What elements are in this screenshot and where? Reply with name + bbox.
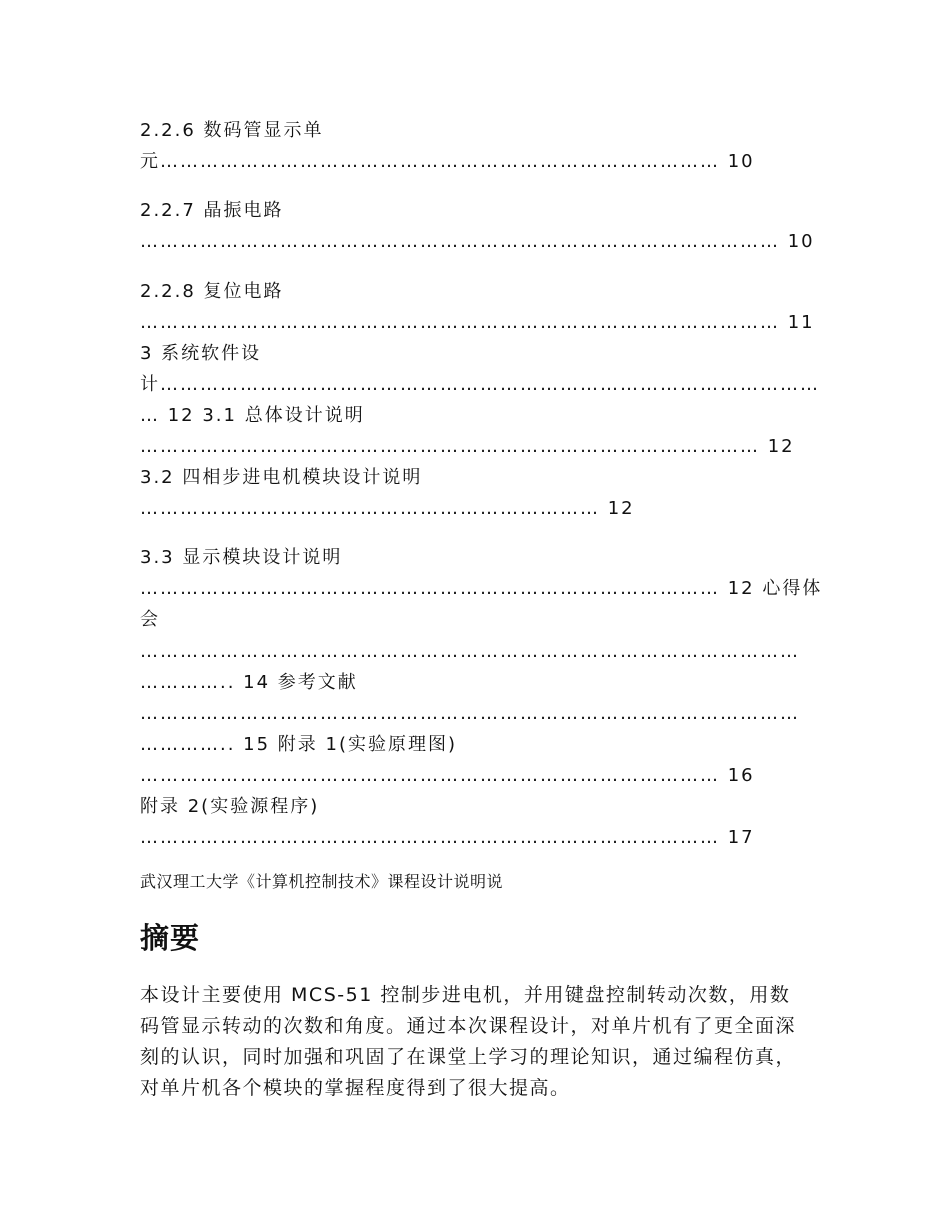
abstract-title: 摘要 xyxy=(140,921,201,955)
toc-line: 3.2 四相步进电机模块设计说明 xyxy=(140,467,423,488)
toc-line: 2.2.7 晶振电路 xyxy=(140,200,284,221)
toc-line: ………….. 15 附录 1(实验原理图) xyxy=(140,734,458,755)
toc-line: …………………………………………………………………………… 12 心得体 xyxy=(140,578,823,599)
abstract-line: 刻的认识，同时加强和巩固了在课堂上学习的理论知识，通过编程仿真， xyxy=(140,1046,797,1068)
toc-line: 3 系统软件设 xyxy=(140,343,262,364)
toc-line: 会 xyxy=(140,609,160,630)
toc-line: …………………………………………………………… 12 xyxy=(140,498,635,519)
toc-line: 计……………………………………………………………………………………… xyxy=(140,374,820,395)
toc-line: ………….. 14 参考文献 xyxy=(140,672,358,693)
toc-line: …………………………………………………………………………… 16 xyxy=(140,765,755,786)
toc-line: …………………………………………………………………………………… 11 xyxy=(140,312,815,333)
abstract-line: 本设计主要使用 MCS-51 控制步进电机，并用键盘控制转动次数，用数 xyxy=(140,984,791,1006)
toc-line: 2.2.8 复位电路 xyxy=(140,281,284,302)
toc-line: 元………………………………………………………………………… 10 xyxy=(140,151,755,172)
toc-line: …………………………………………………………………………… 17 xyxy=(140,827,755,848)
abstract-line: 对单片机各个模块的掌握程度得到了很大提高。 xyxy=(140,1077,571,1099)
toc-line: …………………………………………………………………………………… 10 xyxy=(140,231,815,252)
toc-line: 3.3 显示模块设计说明 xyxy=(140,547,343,568)
toc-line: 2.2.6 数码管显示单 xyxy=(140,120,324,141)
toc-line: ………………………………………………………………………………… 12 xyxy=(140,436,795,457)
toc-line: … 12 3.1 总体设计说明 xyxy=(140,405,365,426)
abstract-line: 码管显示转动的次数和角度。通过本次课程设计，对单片机有了更全面深 xyxy=(140,1015,797,1037)
toc-line: 附录 2(实验源程序) xyxy=(140,796,320,817)
document-header: 武汉理工大学《计算机控制技术》课程设计说明说 xyxy=(140,872,504,891)
toc-line: ……………………………………………………………………………………… xyxy=(140,641,800,662)
toc-line: ……………………………………………………………………………………… xyxy=(140,703,800,724)
